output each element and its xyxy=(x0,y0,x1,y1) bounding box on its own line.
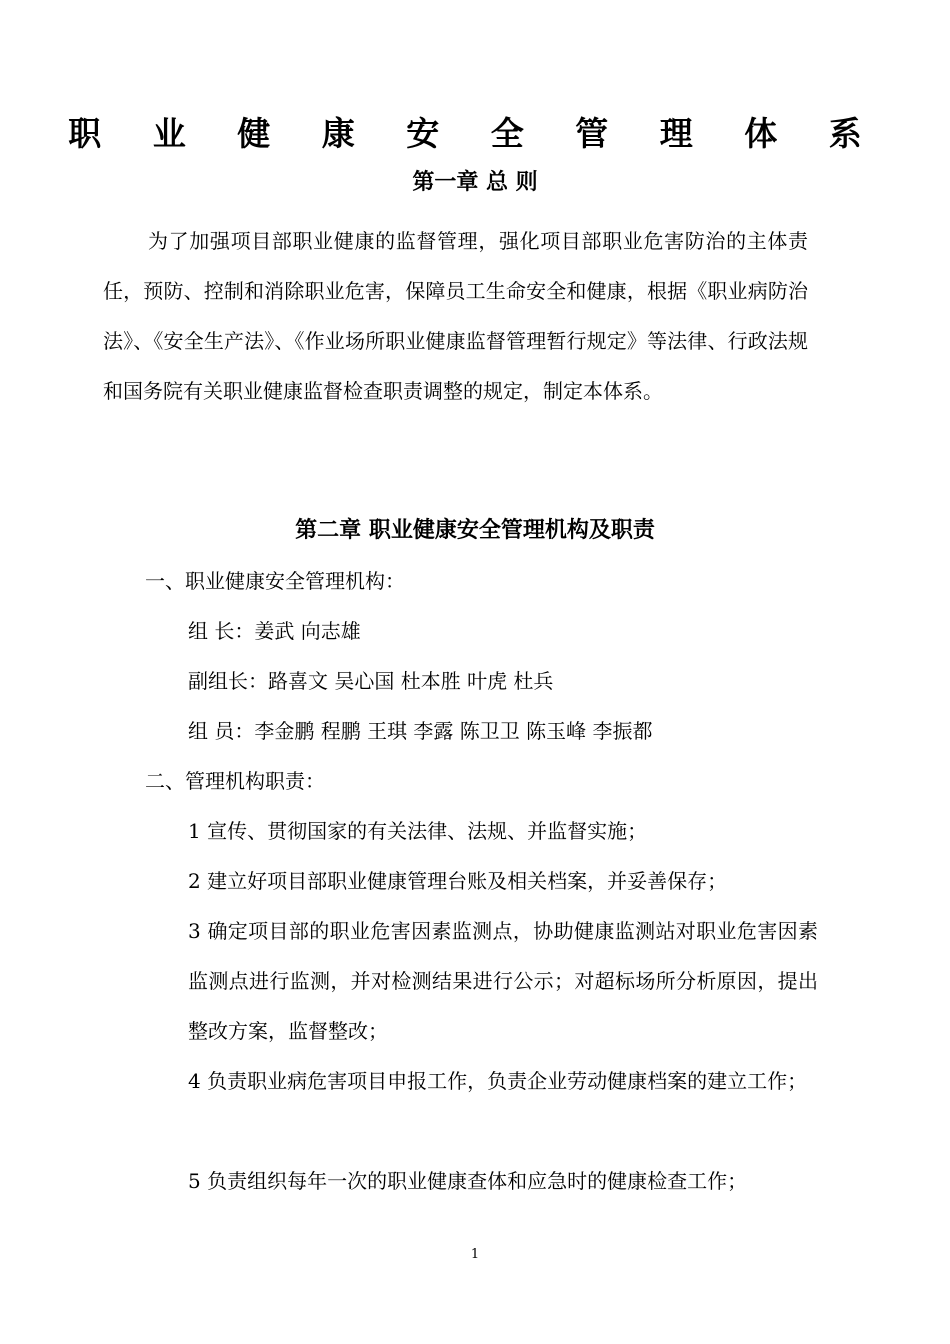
chapter-1-heading: 第一章 总 则 xyxy=(412,170,538,195)
page-number: 1 xyxy=(470,1247,480,1262)
section-1-heading: 一、职业健康安全管理机构： xyxy=(145,569,405,593)
document-title: 职 业 健 康 安 全 管 理 体 系 xyxy=(68,114,882,153)
section-2-heading: 二、管理机构职责： xyxy=(145,769,325,793)
duty-item-3: 3 确定项目部的职业危害因素监测点，协助健康监测站对职业危害因素监测点进行监测，并对检测结果进行公示；对超标场所分析原因，提出整改方案，监督整改； xyxy=(188,919,818,1043)
chapter-2-heading: 第二章 职业健康安全管理机构及职责 xyxy=(295,518,655,543)
deputy-leader-line: 副组长：路喜文 吴心国 杜本胜 叶虎 杜兵 xyxy=(188,669,554,693)
duty-item-2: 2 建立好项目部职业健康管理台账及相关档案，并妥善保存； xyxy=(188,869,728,893)
members-line: 组 员：李金鹏 程鹏 王琪 李露 陈卫卫 陈玉峰 李振都 xyxy=(188,719,653,743)
chapter-1-paragraph: 为了加强项目部职业健康的监督管理，强化项目部职业危害防治的主体责任，预防、控制和消除职业危害，保障员工生命安全和健康，根据《职业病防治法》、《安全生产法》、《作业场所职业健康监督管理暂行规定》等法律、行政法规和国务院有关职业健康监督检查职责调整的规定，制定本体系。 xyxy=(103,229,808,403)
leader-line: 组 长：姜武 向志雄 xyxy=(188,619,361,643)
duty-item-5: 5 负责组织每年一次的职业健康查体和应急时的健康检查工作； xyxy=(188,1169,748,1193)
duty-item-4: 4 负责职业病危害项目申报工作，负责企业劳动健康档案的建立工作； xyxy=(188,1069,808,1093)
duty-item-1: 1 宣传、贯彻国家的有关法律、法规、并监督实施； xyxy=(188,819,648,843)
